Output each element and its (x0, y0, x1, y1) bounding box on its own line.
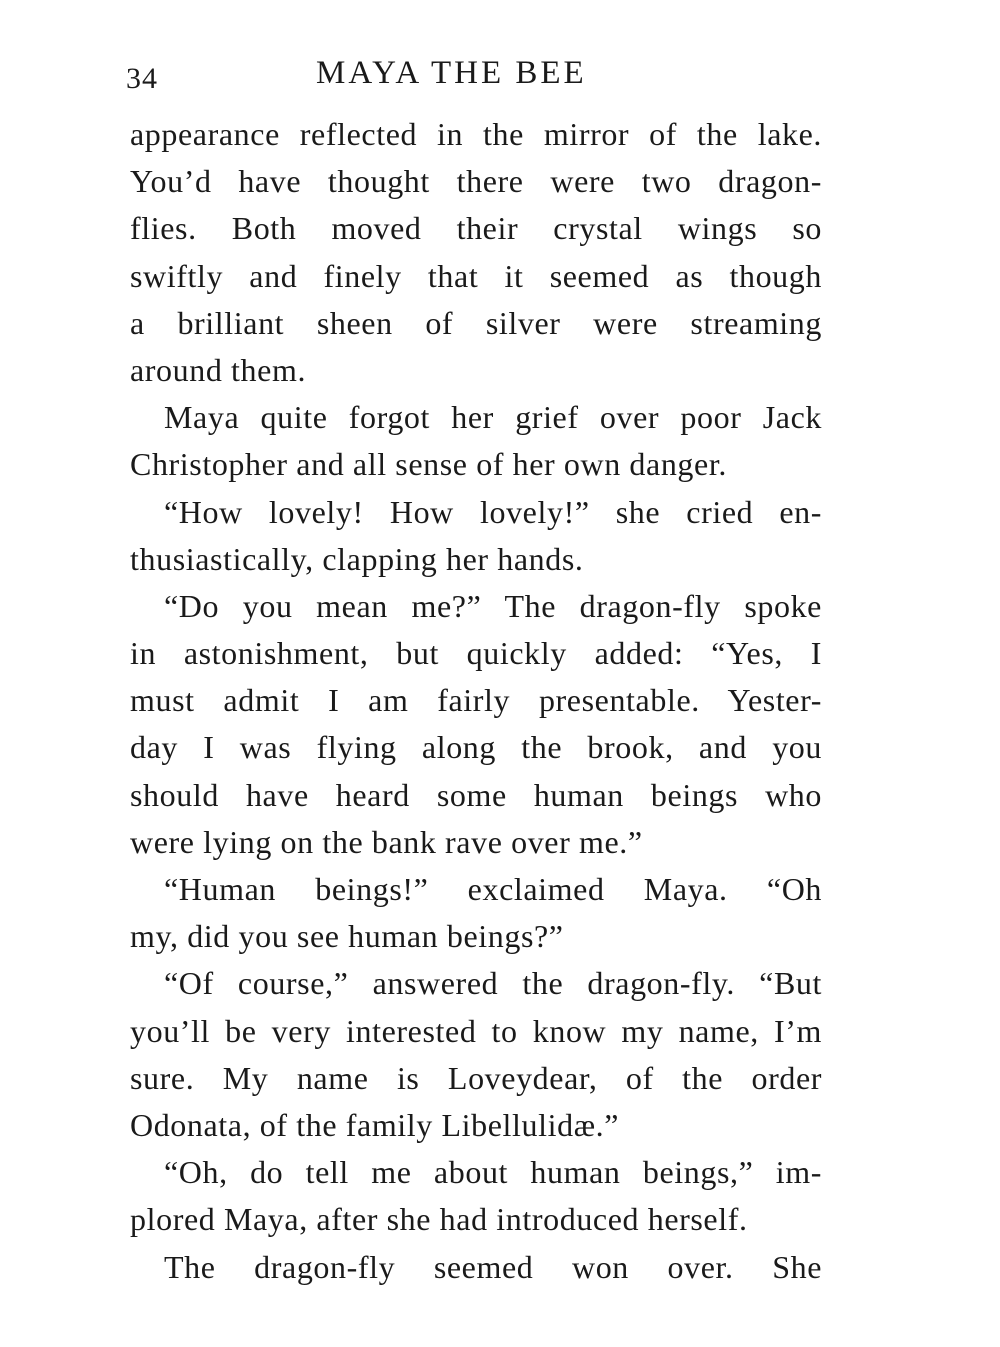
text-line: must admit I am fairly presentable. Yester- (130, 682, 822, 719)
text-line: Odonata, of the family Libellulidæ.” (130, 1106, 620, 1143)
text-line: You’d have thought there were two dragon- (130, 163, 822, 200)
running-title: MAYA THE BEE (316, 55, 587, 91)
text-line: swiftly and finely that it seemed as though (130, 257, 822, 294)
text-line: The dragon-fly seemed won over. She (164, 1248, 822, 1285)
text-line: “Human beings!” exclaimed Maya. “Oh (164, 871, 822, 907)
text-line: “How lovely! How lovely!” she cried en- (164, 493, 822, 530)
text-line: day I was flying along the brook, and you (130, 729, 822, 766)
text-line: a brilliant sheen of silver were streaming (130, 304, 822, 341)
text-line: my, did you see human beings?” (130, 918, 564, 955)
text-line: sure. My name is Loveydear, of the order (130, 1059, 822, 1096)
text-line: around them. (130, 351, 307, 388)
text-line: should have heard some human beings who (130, 776, 822, 813)
text-line: “Of course,” answered the dragon-fly. “But (164, 965, 822, 1002)
text-line: appearance reflected in the mirror of the lake. (130, 116, 822, 152)
text-line: flies. Both moved their crystal wings so (130, 210, 822, 247)
text-line: Maya quite forgot her grief over poor Jack (164, 399, 822, 436)
text-line: “Oh, do tell me about human beings,” im- (164, 1154, 822, 1191)
body-text (130, 111, 822, 1291)
text-line: thusiastically, clapping her hands. (130, 540, 584, 577)
text-line: you’ll be very interested to know my name, I’m (130, 1012, 822, 1049)
page-number: 34 (126, 62, 158, 95)
text-line: Christopher and all sense of her own danger. (130, 446, 727, 483)
text-line: in astonishment, but quickly added: “Yes, I (130, 635, 822, 672)
text-line: were lying on the bank rave over me.” (130, 823, 643, 860)
text-line: “Do you mean me?” The dragon-fly spoke (164, 587, 822, 624)
text-line: plored Maya, after she had introduced herself. (130, 1201, 748, 1238)
